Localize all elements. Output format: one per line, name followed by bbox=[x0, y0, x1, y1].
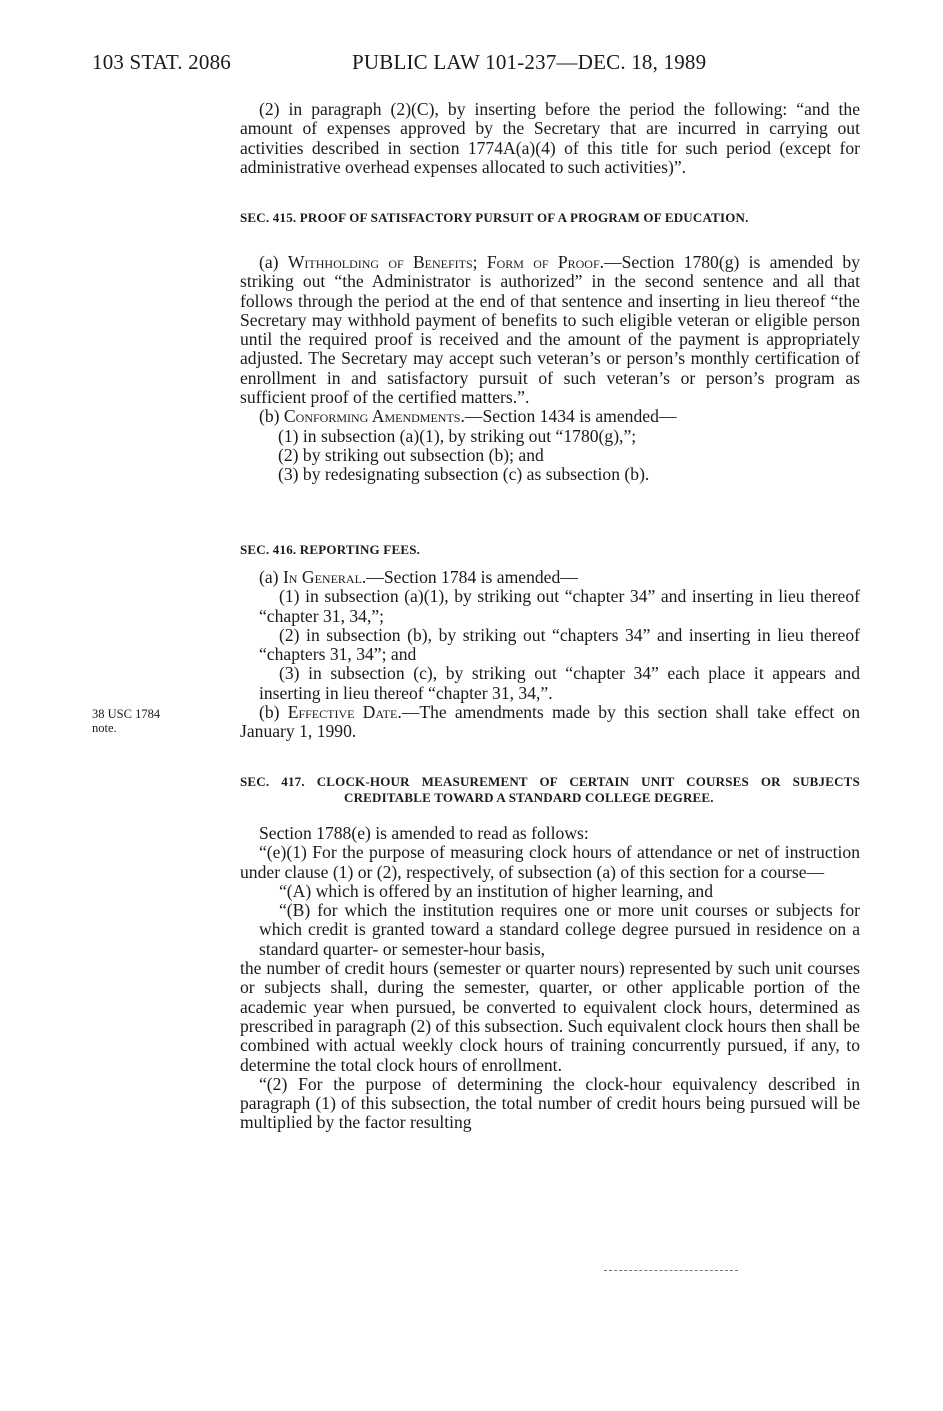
paragraph-e2: “(2) For the purpose of determining the clock-hour equivalency described in paragraph (1) of this subsection, the total number of credit hours being pursued will be multiplied by the factor resulting bbox=[240, 1073, 860, 1133]
subsection-a bbox=[240, 253, 860, 407]
subsection-heading: Conforming Amendments. bbox=[283, 406, 465, 427]
subsection-heading: Effective Date. bbox=[287, 702, 402, 723]
clause-1: (1) in subsection (a)(1), by striking out “chapter 34” and inserting in lieu thereof “chapter 31, 34,”; bbox=[259, 586, 860, 626]
subsection-heading: In General. bbox=[282, 567, 367, 587]
section-heading: SEC. 416. REPORTING FEES. bbox=[240, 542, 421, 557]
continuation-text: the number of credit hours (semester or quarter nours) represented by such unit courses or subjects shall, during the semester, quarter, or other applicable portion of the academic year when pursued, be converted to equivalent clock hours, determined as prescribed in paragraph (2) of this subsection. Such equivalent clock hours then shall be combined with actual weekly clock hours of training concurrently pursued, if any, to determine the total clock hours of enrollment. bbox=[240, 958, 860, 1075]
subsection-label: (a) bbox=[259, 567, 279, 587]
section-417 bbox=[240, 774, 860, 806]
subsection-text: —The amendments made by this section shall take effect on January 1, 1990. bbox=[240, 702, 860, 742]
page-stat-number: 103 STAT. 2086 bbox=[92, 50, 231, 74]
margin-note-label: note. bbox=[92, 721, 117, 735]
subsection-b bbox=[240, 703, 860, 742]
subsection-label: (a) bbox=[259, 252, 279, 272]
section-416 bbox=[240, 542, 860, 558]
section-heading: SEC. 415. PROOF OF SATISFACTORY PURSUIT OF A PROGRAM OF EDUCATION. bbox=[240, 210, 749, 225]
clause-2: (2) in subsection (b), by striking out “chapters 34” and inserting in lieu thereof “chapters 31, 34”; and bbox=[259, 624, 860, 665]
clause-2: (2) by striking out subsection (b); and bbox=[278, 444, 544, 465]
section-415 bbox=[240, 210, 860, 226]
margin-note-citation: 38 USC 1784 bbox=[92, 707, 161, 721]
amendment-paragraph-2 bbox=[240, 100, 860, 177]
subsection-text: —Section 1784 is amended— bbox=[366, 567, 578, 587]
subsection-a bbox=[240, 568, 860, 587]
subsection-label: (b) bbox=[259, 702, 280, 723]
subsection-heading: Withholding of Benefits; Form of Proof. bbox=[287, 252, 605, 272]
subparagraph-A: “(A) which is offered by an institution of higher learning, and bbox=[279, 880, 714, 901]
subparagraph-B: “(B) for which the institution requires one or more unit courses or subjects for which credit is granted toward a standard college degree pursued in residence on a standard quarter- or semester-hour basis, bbox=[259, 900, 860, 959]
running-head: PUBLIC LAW 101-237—DEC. 18, 1989 bbox=[352, 50, 707, 74]
subsection-text: —Section 1434 is amended— bbox=[464, 406, 677, 427]
clause-1: (1) in subsection (a)(1), by striking out “1780(g),”; bbox=[278, 425, 637, 446]
section-415-body bbox=[240, 253, 860, 485]
subsection-b bbox=[240, 407, 860, 426]
subsection-label: (b) bbox=[259, 406, 280, 427]
footer-rule bbox=[604, 1270, 738, 1271]
clause-3: (3) by redesignating subsection (c) as subsection (b). bbox=[278, 464, 650, 485]
section-intro: Section 1788(e) is amended to read as follows: bbox=[259, 823, 589, 843]
section-heading: SEC. 417. CLOCK-HOUR MEASUREMENT OF CERTAIN UNIT COURSES OR SUBJECTS CREDITABLE TOWARD A STANDARD COLLEGE DEGREE. bbox=[240, 774, 860, 805]
section-416-body bbox=[240, 568, 860, 742]
paragraph-e1: “(e)(1) For the purpose of measuring clock hours of attendance or net of instruction under clause (1) or (2), respectively, of subsection (a) of this section for a course— bbox=[240, 842, 860, 882]
clause-3: (3) in subsection (c), by striking out “chapter 34” each place it appears and inserting in lieu thereof “chapter 31, 34,”. bbox=[259, 663, 860, 703]
section-417-body bbox=[240, 824, 860, 1133]
paragraph-2: (2) in paragraph (2)(C), by inserting before the period the following: “and the amount of expenses approved by the Secretary that are incurred in carrying out activities described in section 1774A(a)(4) of this title for such period (except for administrative overhead expenses allocated to such activities)”. bbox=[240, 99, 860, 177]
subsection-text: —Section 1780(g) is amended by striking out “the Administrator is authorized” in the second sentence and all that follows through the period at the end of that sentence and inserting in lieu thereof “the Secretary may withhold payment of benefits to such eligible veteran or eligible person until the required proof is received and the amount of the payment is appropriately adjusted. The Secretary may accept such veteran’s or person’s monthly certification of enrollment in and satisfactory pursuit of such veteran’s or person’s program as sufficient proof of the certified matters.”. bbox=[240, 252, 860, 408]
margin-note bbox=[92, 707, 212, 735]
